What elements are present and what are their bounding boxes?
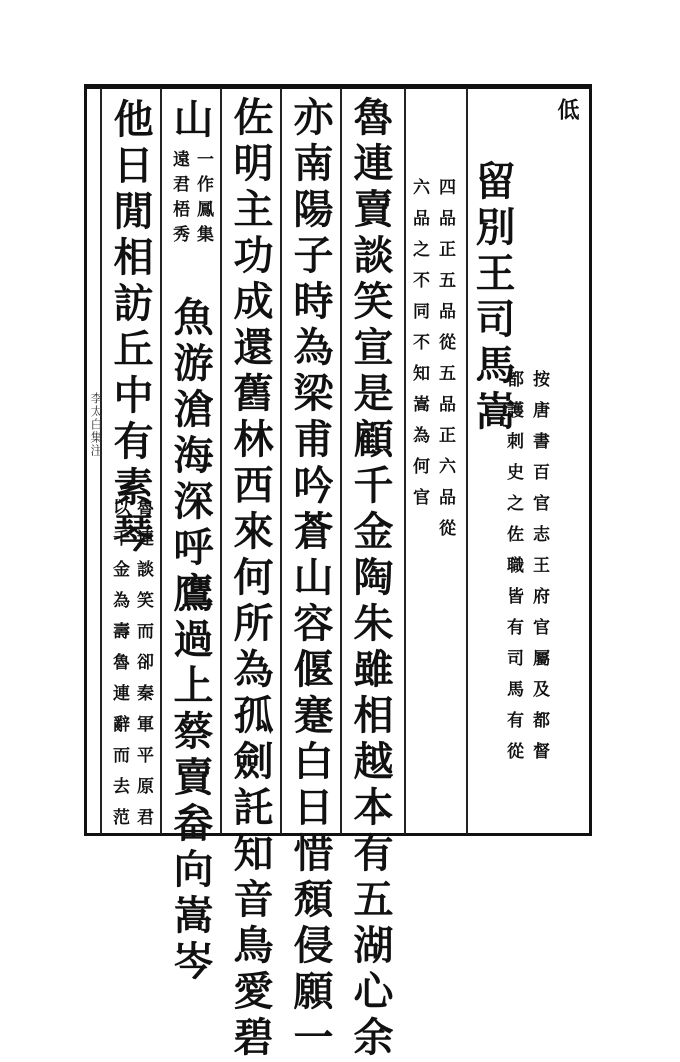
title-note-line: 按唐書百官志王府官屬及都督 [529, 370, 549, 773]
column-rule [466, 88, 468, 834]
inline-note-line: 魯連談笑而卻秦軍平原君 [133, 498, 153, 839]
text-column-3: 佐明主功成還舊林西來何所為孤劍託知音鳥愛碧 [227, 96, 274, 1062]
column-rule [160, 88, 162, 834]
column-rule [340, 88, 342, 834]
title-note-line: 都護刺史之佐職皆有司馬有從 [503, 370, 523, 773]
text-column-4-start: 山 [167, 98, 214, 144]
column-rule [280, 88, 282, 834]
margin-note: 李太白集注 [89, 392, 103, 457]
poem-title: 留別王司馬嵩 [469, 160, 516, 436]
text-column-1: 魯連賣談笑宣是顧千金陶朱雖相越本有五湖心余 [347, 96, 394, 1062]
column-rule [220, 88, 222, 834]
inline-note-line: 遠君梧秀 [169, 150, 189, 250]
text-column-5: 他日閒相訪丘中有素琴 [107, 98, 154, 558]
annotation-line: 四品正五品從五品正六品從 [435, 178, 455, 550]
corner-mark: 低 [554, 98, 580, 120]
text-column-2: 亦南陽子時為梁甫吟蒼山容偃蹇白日惜頹侵願一 [287, 96, 334, 1062]
inline-note-line: 以千金為壽魯連辭而去范 [109, 498, 129, 839]
inline-note-line: 一作鳳集 [193, 150, 213, 250]
text-column-4: 魚游滄海深呼鷹過上蔡賣畚向嵩岑 [167, 296, 214, 986]
annotation-line: 六品之不同不知嵩為何官 [409, 178, 429, 519]
column-rule [404, 88, 406, 834]
column-rule [100, 88, 102, 834]
